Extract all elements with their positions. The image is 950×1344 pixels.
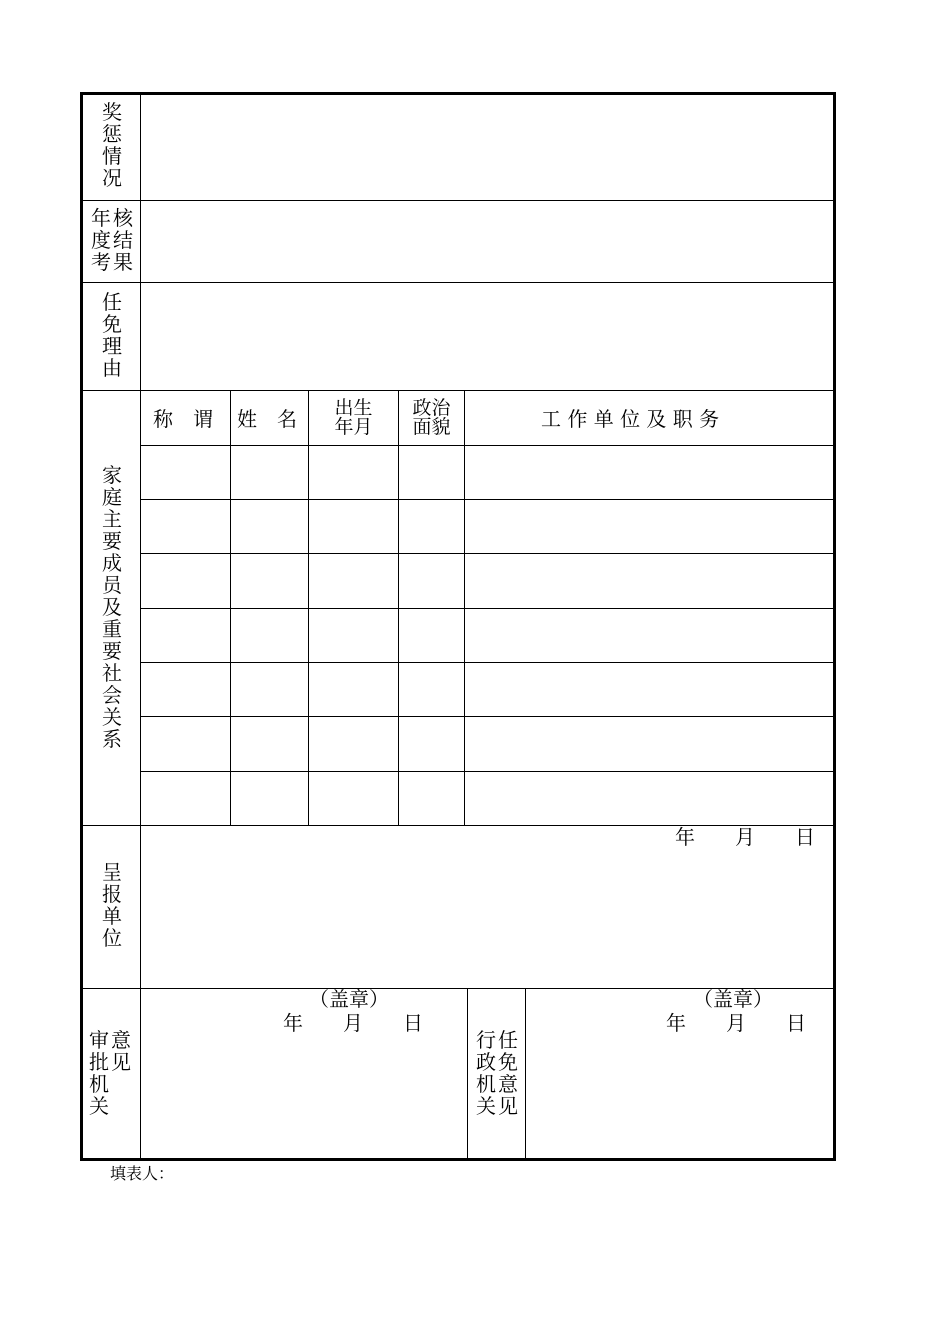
approval-col-divider (467, 988, 468, 1158)
filler-label: 填表人： (110, 1164, 175, 1183)
annual-review-field[interactable] (141, 201, 833, 282)
appointment-form (80, 92, 836, 1161)
family-label: 家庭主要成员及重要社会关系 (102, 463, 122, 751)
header-birth-top: 出生 (334, 397, 373, 419)
admin-label-right: 任免意见 (498, 1028, 518, 1118)
reason-field[interactable] (141, 283, 833, 390)
family-row-divider (141, 662, 833, 663)
reporting-date: 年 月 日 (675, 825, 815, 849)
header-birth (309, 391, 398, 445)
reason-label: 任免理由 (102, 290, 122, 380)
admin-seal: （盖章） (693, 987, 773, 1011)
family-row-divider (141, 445, 833, 446)
approver-date: 年 月 日 (283, 1011, 423, 1035)
rewards-field[interactable] (141, 95, 833, 200)
approver-label-right: 意见 (111, 1028, 131, 1074)
annual-review-label-left: 年度考 (91, 206, 111, 274)
header-name: 姓 名 (237, 407, 297, 431)
family-col-divider (308, 390, 309, 825)
reporting-unit-label: 呈报单位 (102, 860, 122, 950)
family-row-divider (141, 608, 833, 609)
rewards-label: 奖惩情况 (102, 100, 122, 190)
family-col-divider (230, 390, 231, 825)
header-relation: 称 谓 (153, 407, 213, 431)
reporting-unit-field[interactable] (141, 826, 833, 988)
annual-review-label-right: 核结果 (113, 206, 133, 274)
family-row-divider (141, 716, 833, 717)
header-politics-top: 政治 (412, 397, 451, 419)
family-row-divider (141, 553, 833, 554)
family-row-divider (141, 499, 833, 500)
header-politics-bottom: 面貌 (412, 416, 451, 438)
family-row-divider (141, 771, 833, 772)
approver-seal: （盖章） (309, 987, 389, 1011)
family-col-divider (398, 390, 399, 825)
family-col-divider (464, 390, 465, 825)
header-work: 工 作 单 位 及 职 务 (541, 407, 720, 431)
approval-col-divider (525, 988, 526, 1158)
header-politics (399, 391, 464, 445)
admin-label-left: 行政机关 (476, 1028, 496, 1118)
header-birth-bottom: 年月 (334, 416, 373, 438)
approver-label-left: 审批机关 (89, 1028, 109, 1118)
admin-date: 年 月 日 (666, 1011, 806, 1035)
